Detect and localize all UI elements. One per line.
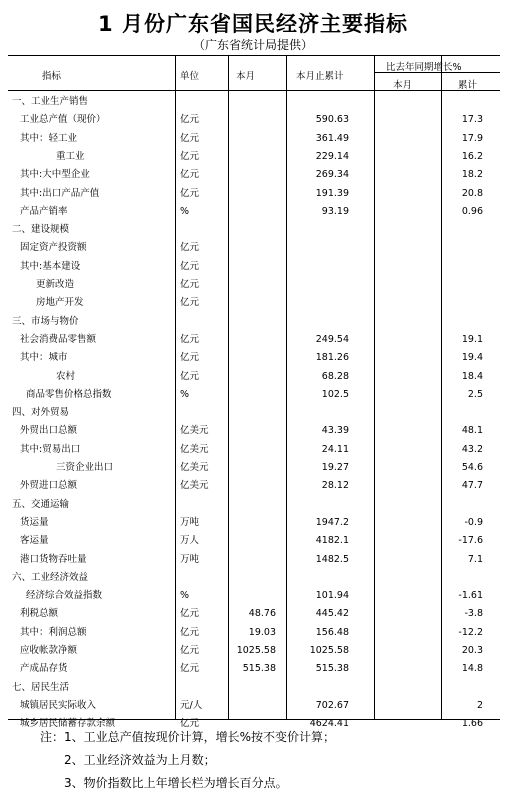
header-yoy-cumulative: 累计: [458, 80, 478, 91]
header-unit: 单位: [180, 71, 200, 82]
row-cumulative-value: 1025.58: [309, 645, 349, 656]
footnote-3: 3、物价指数比上年增长栏为增长百分点。: [64, 776, 288, 790]
row-unit: 亿元: [180, 187, 200, 199]
page-subtitle: （广东省统计局提供）: [192, 38, 313, 52]
row-cumulative-value: 4624.41: [309, 718, 349, 730]
header-month: 本月: [236, 71, 256, 82]
row-unit: 亿元: [180, 333, 200, 345]
row-growth-cumulative: 19.4: [461, 352, 483, 364]
row-month-value: 19.03: [248, 626, 276, 638]
row-unit: 亿元: [180, 279, 200, 290]
row-unit: 亿美元: [180, 480, 209, 492]
row-growth-cumulative: 54.6: [461, 462, 483, 473]
row-label: 其中:基本建设: [20, 260, 81, 272]
row-label: 农村: [56, 370, 76, 382]
row-unit: 万人: [180, 535, 200, 547]
row-unit: %: [180, 590, 190, 602]
row-growth-cumulative: -17.6: [458, 535, 483, 547]
row-label: 其中：城市: [20, 352, 68, 364]
row-unit: 亿元: [180, 370, 200, 382]
row-label: 外贸进口总额: [20, 480, 78, 492]
table-row: [8, 552, 500, 568]
row-unit: 亿元: [180, 608, 200, 620]
table-row: [8, 625, 500, 641]
footnotes: [40, 726, 335, 795]
row-growth-cumulative: 17.9: [461, 132, 483, 144]
indicator-table: [8, 55, 500, 730]
row-unit: 亿元: [180, 150, 200, 162]
table-row: [8, 259, 500, 275]
row-cumulative-value: 93.19: [321, 205, 349, 217]
row-label: 产成品存货: [20, 663, 68, 675]
row-label: 三资企业出口: [56, 462, 114, 473]
row-unit: 亿元: [180, 645, 200, 656]
row-label: 社会消费品零售额: [20, 333, 97, 345]
row-cumulative-value: 1482.5: [315, 553, 349, 565]
row-cumulative-value: 590.63: [315, 114, 349, 126]
row-label: 港口货物吞吐量: [20, 553, 87, 565]
table-row: [8, 515, 500, 531]
row-growth-cumulative: 18.4: [461, 370, 483, 382]
row-unit: %: [180, 388, 190, 400]
section-header-row: [8, 680, 500, 696]
row-cumulative-value: 102.5: [321, 388, 349, 400]
section-header-row: [8, 570, 500, 586]
row-label: 工业总产值（现价）: [20, 114, 106, 126]
row-label: 其中:贸易出口: [20, 443, 81, 455]
row-unit: 亿元: [180, 242, 200, 254]
table-row: [8, 442, 500, 458]
row-cumulative-value: 68.28: [321, 370, 349, 382]
table-row: [8, 369, 500, 385]
table-row: [8, 698, 500, 714]
row-unit: 亿元: [180, 297, 200, 309]
row-growth-cumulative: 20.8: [461, 187, 483, 199]
row-label: 更新改造: [36, 279, 75, 290]
section-header-row: [8, 222, 500, 238]
table-row: [8, 643, 500, 659]
table-row: [8, 332, 500, 348]
row-unit: 亿元: [180, 132, 200, 144]
table-row: [8, 186, 500, 202]
row-growth-cumulative: 17.3: [461, 114, 483, 126]
row-growth-cumulative: 20.3: [461, 645, 483, 656]
row-growth-cumulative: 2.5: [467, 388, 483, 400]
header-bottom-rule: [8, 90, 500, 91]
row-cumulative-value: 229.14: [315, 150, 349, 162]
table-row: [8, 478, 500, 494]
row-label: 一、工业生产销售: [12, 96, 89, 107]
row-growth-cumulative: 18.2: [461, 169, 483, 181]
row-label: 房地产开发: [36, 297, 84, 309]
row-unit: 亿元: [180, 260, 200, 272]
row-growth-cumulative: -1.61: [458, 590, 483, 602]
row-growth-cumulative: 47.7: [461, 480, 483, 492]
row-cumulative-value: 1947.2: [315, 516, 349, 528]
row-unit: 亿美元: [180, 462, 209, 473]
row-cumulative-value: 4182.1: [315, 535, 349, 547]
table-row: [8, 606, 500, 622]
row-label: 四、对外贸易: [12, 407, 70, 419]
row-label: 固定资产投资额: [20, 242, 87, 254]
row-growth-cumulative: 7.1: [467, 553, 483, 565]
section-header-row: [8, 314, 500, 330]
page-title: 1 月份广东省国民经济主要指标: [98, 12, 408, 36]
row-cumulative-value: 269.34: [315, 169, 349, 181]
row-cumulative-value: 28.12: [321, 480, 349, 492]
row-cumulative-value: 361.49: [315, 132, 349, 144]
row-label: 经济综合效益指数: [26, 590, 103, 602]
row-cumulative-value: 24.11: [321, 443, 349, 455]
row-month-value: 1025.58: [236, 645, 276, 656]
table-row: [8, 533, 500, 549]
section-header-row: [8, 94, 500, 110]
row-label: 其中:出口产品产值: [20, 187, 100, 199]
table-row: [8, 295, 500, 311]
row-unit: 亿美元: [180, 443, 209, 455]
row-label: 其中：轻工业: [20, 132, 78, 144]
row-cumulative-value: 515.38: [315, 663, 349, 675]
row-cumulative-value: 156.48: [315, 626, 349, 638]
table-row: [8, 204, 500, 220]
row-growth-cumulative: 16.2: [461, 150, 483, 162]
row-label: 商品零售价格总指数: [26, 388, 112, 400]
row-unit: 亿元: [180, 352, 200, 364]
row-unit: 亿元: [180, 718, 200, 730]
row-unit: 亿元: [180, 626, 200, 638]
table-row: [8, 350, 500, 366]
row-cumulative-value: 181.26: [315, 352, 349, 364]
row-label: 重工业: [56, 150, 85, 162]
row-unit: 万吨: [180, 553, 200, 565]
row-label: 外贸出口总额: [20, 425, 78, 437]
table-row: [8, 149, 500, 165]
table-row: [8, 387, 500, 403]
row-cumulative-value: 702.67: [315, 699, 349, 711]
row-cumulative-value: 43.39: [321, 425, 349, 437]
row-growth-cumulative: -3.8: [464, 608, 483, 620]
row-growth-cumulative: 43.2: [461, 443, 483, 455]
header-cumulative: 本月止累计: [296, 71, 344, 82]
row-label: 三、市场与物价: [12, 315, 79, 327]
row-unit: 亿元: [180, 663, 200, 675]
row-growth-cumulative: 14.8: [461, 663, 483, 675]
row-label: 其中：利润总额: [20, 626, 87, 638]
row-unit: 元/人: [180, 699, 203, 711]
row-growth-cumulative: 19.1: [461, 333, 483, 345]
row-unit: 万吨: [180, 516, 200, 528]
row-label: 其中:大中型企业: [20, 169, 90, 181]
row-cumulative-value: 101.94: [315, 590, 349, 602]
row-label: 六、工业经济效益: [12, 571, 89, 583]
row-unit: 亿元: [180, 169, 200, 181]
table-row: [8, 588, 500, 604]
row-cumulative-value: 191.39: [315, 187, 349, 199]
table-row: [8, 167, 500, 183]
row-cumulative-value: 19.27: [321, 462, 349, 473]
table-row: [8, 423, 500, 439]
row-label: 二、建设规模: [12, 224, 70, 236]
row-growth-cumulative: 1.66: [461, 718, 483, 730]
row-label: 应收帐款净额: [20, 645, 78, 656]
row-growth-cumulative: -12.2: [458, 626, 483, 638]
table-row: [8, 277, 500, 293]
header-yoy-month: 本月: [393, 80, 413, 91]
section-header-row: [8, 405, 500, 421]
table-row: [8, 112, 500, 128]
row-label: 七、居民生活: [12, 681, 70, 693]
table-row: [8, 661, 500, 677]
row-month-value: 515.38: [242, 663, 276, 675]
row-growth-cumulative: 48.1: [461, 425, 483, 437]
row-growth-cumulative: 0.96: [461, 205, 483, 217]
row-growth-cumulative: 2: [476, 699, 483, 711]
row-label: 产品产销率: [20, 205, 68, 217]
row-cumulative-value: 445.42: [315, 608, 349, 620]
row-label: 五、交通运输: [12, 498, 70, 510]
row-unit: 亿元: [180, 114, 200, 126]
table-row: [8, 460, 500, 476]
row-growth-cumulative: -0.9: [464, 516, 483, 528]
footnote-2: 2、工业经济效益为上月数；: [64, 753, 216, 767]
row-label: 客运量: [20, 535, 49, 547]
row-label: 货运量: [20, 516, 49, 528]
row-label: 利税总额: [20, 608, 59, 620]
row-unit: 亿美元: [180, 425, 209, 437]
header-indicator: 指标: [42, 71, 62, 82]
header-yoy-group: 比去年同期增长%: [386, 62, 462, 73]
row-unit: %: [180, 205, 190, 217]
footnote-1: 注：1、工业总产值按现价计算，增长%按不变价计算；: [40, 730, 336, 744]
row-label: 城镇居民实际收入: [20, 699, 97, 711]
row-cumulative-value: 249.54: [315, 333, 349, 345]
row-label: 城乡居民储蓄存款余额: [20, 718, 116, 730]
section-header-row: [8, 497, 500, 513]
table-row: [8, 131, 500, 147]
row-month-value: 48.76: [248, 608, 276, 620]
table-row: [8, 240, 500, 256]
